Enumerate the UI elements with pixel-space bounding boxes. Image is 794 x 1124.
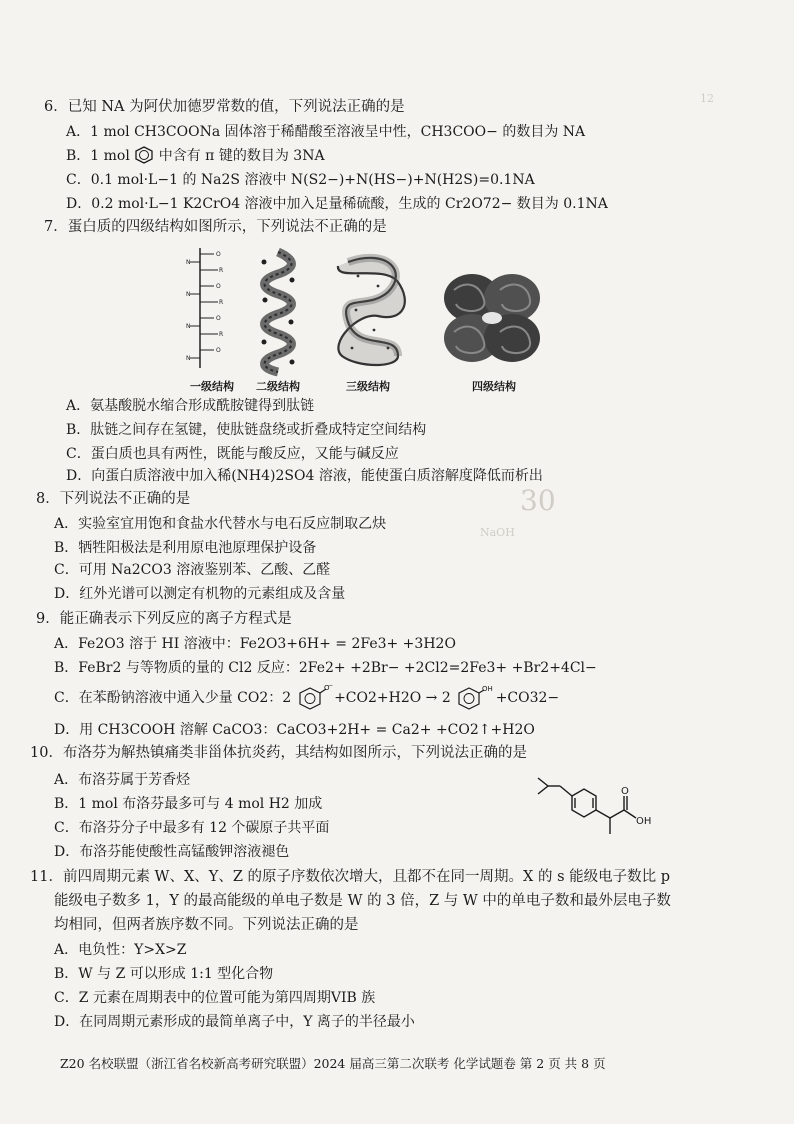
svg-text:N: N <box>186 291 191 298</box>
svg-text:N: N <box>186 259 191 266</box>
q11-option-d: D．在同周期元素形成的最简单离子中，Y 离子的半径最小 <box>54 1014 415 1030</box>
caption-tertiary: 三级结构 <box>346 380 390 393</box>
ibuprofen-structure-figure <box>532 772 702 854</box>
show-through-text: 12 <box>700 92 714 105</box>
svg-text:−: − <box>327 682 333 689</box>
show-through-text: 30 <box>520 484 556 517</box>
svg-text:OH: OH <box>482 685 494 693</box>
q6-option-b-post: 中含有 π 键的数目为 3NA <box>158 148 325 164</box>
caption-secondary: 二级结构 <box>256 380 300 393</box>
q8-option-c: C．可用 Na2CO3 溶液鉴别苯、乙酸、乙醛 <box>54 562 331 578</box>
q9-option-d: D．用 CH3COOH 溶解 CaCO3：CaCO3+2H+ = Ca2+ +CO2↑+H2O <box>54 722 535 738</box>
svg-text:R: R <box>219 331 224 338</box>
q11-option-c: C．Z 元素在周期表中的位置可能为第四周期VIB 族 <box>54 990 376 1006</box>
q6-option-a: A．1 mol CH3COONa 固体溶于稀醋酸至溶液呈中性，CH3COO− 的数目为 NA <box>66 124 586 140</box>
q8-option-a: A．实验室宜用饱和食盐水代替水与电石反应制取乙炔 <box>54 516 387 532</box>
secondary-structure-figure <box>256 250 300 374</box>
question-9-stem: 9．能正确表示下列反应的离子方程式是 <box>36 611 292 627</box>
svg-text:O: O <box>216 251 221 258</box>
q6-option-c: C．0.1 mol·L−1 的 Na2S 溶液中 N(S2−)+N(HS−)+N(H2S)=0.1NA <box>66 172 535 188</box>
benzene-ring-icon <box>134 146 154 164</box>
tertiary-structure-figure <box>328 252 414 370</box>
question-11-stem-line2: 能级电子数多 1，Y 的最高能级的单电子数是 W 的 3 倍，Z 与 W 中的单电子数和最外层电子数 <box>54 893 671 909</box>
quaternary-structure-figure <box>440 270 544 366</box>
primary-structure-figure <box>186 244 230 372</box>
q8-option-b: B．牺牲阳极法是利用原电池原理保护设备 <box>54 540 317 556</box>
question-11-stem-line3: 均相同，但两者族序数不同。下列说法正确的是 <box>54 917 359 933</box>
q7-option-d: D．向蛋白质溶液中加入稀(NH4)2SO4 溶液，能使蛋白质溶解度降低而析出 <box>66 468 543 484</box>
question-6-stem: 6．已知 NA 为阿伏加德罗常数的值，下列说法正确的是 <box>44 99 405 115</box>
svg-text:O: O <box>216 283 221 290</box>
svg-text:R: R <box>219 267 224 274</box>
q7-option-b: B．肽链之间存在氢键，使肽链盘绕或折叠成特定空间结构 <box>66 422 427 438</box>
q7-option-c: C．蛋白质也具有两性，既能与酸反应，又能与碱反应 <box>66 446 399 462</box>
q11-option-b: B．W 与 Z 可以形成 1:1 型化合物 <box>54 966 274 982</box>
q9-option-c <box>54 684 559 710</box>
q11-option-a: A．电负性：Y>X>Z <box>54 942 187 958</box>
q9-option-c-mid: +CO2+H2O → 2 <box>334 690 451 706</box>
svg-text:O: O <box>323 684 330 692</box>
q10-option-b: B．1 mol 布洛芬最多可与 4 mol H2 加成 <box>54 796 323 812</box>
q10-option-c: C．布洛芬分子中最多有 12 个碳原子共平面 <box>54 820 330 836</box>
show-through-text: NaOH <box>480 526 515 539</box>
question-8-stem: 8．下列说法不正确的是 <box>36 491 191 507</box>
svg-text:O: O <box>216 315 221 322</box>
q6-option-d: D．0.2 mol·L−1 K2CrO4 溶液中加入足量稀硫酸，生成的 Cr2O72− 数目为 0.1NA <box>66 196 608 212</box>
q9-option-b: B．FeBr2 与等物质的量的 Cl2 反应：2Fe2+ +2Br− +2Cl2=2Fe3+ +Br2+4Cl− <box>54 660 597 676</box>
q6-option-b-pre: B．1 mol <box>66 148 130 164</box>
question-7-stem: 7．蛋白质的四级结构如图所示，下列说法不正确的是 <box>44 219 387 235</box>
question-11-stem-line1: 11．前四周期元素 W、X、Y、Z 的原子序数依次增大，且都不在同一周期。X 的 s 能级电子数比 p <box>30 869 671 885</box>
phenoxide-structure-icon <box>296 682 333 710</box>
q7-option-a: A．氨基酸脱水缩合形成酰胺键得到肽链 <box>66 398 315 414</box>
q9-option-a: A．Fe2O3 溶于 HI 溶液中：Fe2O3+6H+ = 2Fe3+ +3H2O <box>54 636 456 652</box>
q9-option-c-post: +CO32− <box>495 690 560 706</box>
ibuprofen-label-o: O <box>621 786 629 797</box>
svg-text:O: O <box>216 347 221 354</box>
question-10-stem: 10．布洛芬为解热镇痛类非甾体抗炎药，其结构如图所示，下列说法正确的是 <box>30 745 527 761</box>
svg-text:N: N <box>186 323 191 330</box>
q10-option-d: D．布洛芬能使酸性高锰酸钾溶液褪色 <box>54 844 290 860</box>
q9-option-c-pre: C．在苯酚钠溶液中通入少量 CO2：2 <box>54 690 292 706</box>
phenol-structure-icon <box>455 684 494 710</box>
ibuprofen-label-oh: OH <box>636 816 652 827</box>
caption-primary: 一级结构 <box>190 380 234 393</box>
q6-option-b <box>66 146 325 166</box>
q8-option-d: D．红外光谱可以测定有机物的元素组成及含量 <box>54 586 346 602</box>
svg-text:R: R <box>219 299 224 306</box>
q10-option-a: A．布洛芬属于芳香烃 <box>54 772 191 788</box>
svg-text:N: N <box>186 355 191 362</box>
page-footer: Z20 名校联盟（浙江省名校新高考研究联盟）2024 届高三第二次联考 化学试题卷 第 2 页 共 8 页 <box>60 1056 606 1071</box>
caption-quaternary: 四级结构 <box>472 380 516 393</box>
